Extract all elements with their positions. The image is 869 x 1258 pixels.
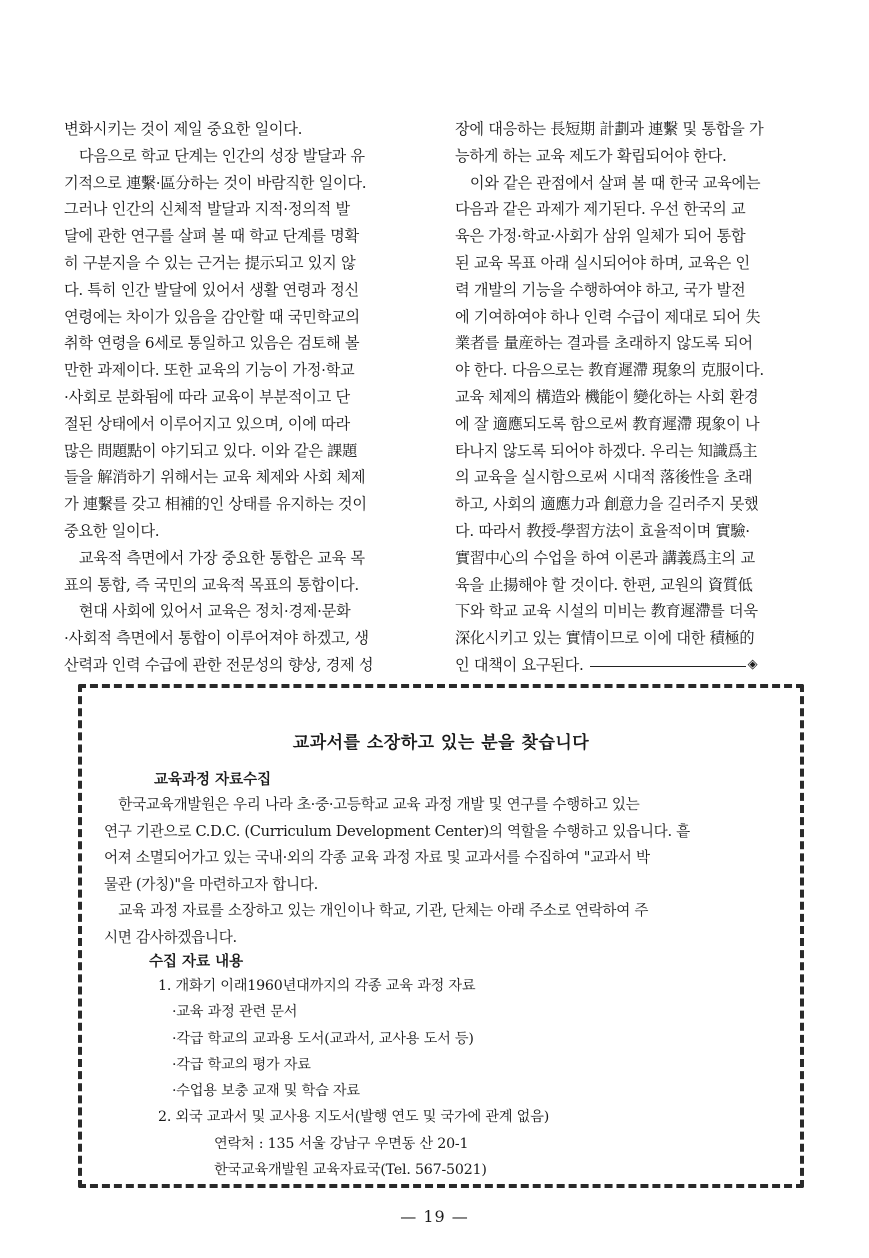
text-line: 다음과 같은 과제가 제기된다. 우선 한국의 교 xyxy=(455,200,746,219)
text-line: 下와 학교 교육 시설의 미비는 教育遲滯를 더욱 xyxy=(455,602,758,621)
text-line: 야 한다. 다음으로는 教育遲滯 現象의 克服이다. xyxy=(455,361,764,380)
text-line: 히 구분지을 수 있는 근거는 提示되고 있지 않 xyxy=(64,253,356,272)
list-item: ·교육 과정 관련 문서 xyxy=(158,1004,298,1021)
text-line: 육은 가정·학교·사회가 삼위 일체가 되어 통합 xyxy=(455,227,746,246)
text-line: 들을 解消하기 위해서는 교육 체제와 사회 체제 xyxy=(64,468,366,487)
text-line: 표의 통합, 즉 국민의 교육적 목표의 통합이다. xyxy=(64,575,359,594)
text-line: 중요한 일이다. xyxy=(64,521,160,540)
text-line: ·사회로 분화됨에 따라 교육이 부분적이고 단 xyxy=(64,387,350,406)
notice-line: 물관 (가칭)"을 마련하고자 합니다. xyxy=(104,875,318,893)
list-item: ·수업용 보충 교재 및 학습 자료 xyxy=(158,1083,360,1100)
text-line: 많은 問題點이 야기되고 있다. 이와 같은 課題 xyxy=(64,441,357,460)
text-line: 에 기여하여야 하나 인력 수급이 제대로 되어 失 xyxy=(455,307,761,326)
text-line-last-text: 인 대책이 요구된다. xyxy=(455,655,584,674)
text-line: 다. 특히 인간 발달에 있어서 생활 연령과 정신 xyxy=(64,280,359,299)
page-number: — 19 — xyxy=(400,1207,469,1226)
text-line: ·사회적 측면에서 통합이 이루어져야 하겠고, 생 xyxy=(64,629,369,648)
notice-line: 한국교육개발원은 우리 나라 초·중·고등학교 교육 과정 개발 및 연구를 수행하고 있는 xyxy=(104,796,640,813)
text-line: 다음으로 학교 단계는 인간의 성장 발달과 유 xyxy=(64,146,365,165)
text-line: 에 잘 適應되도록 함으로써 教育遲滯 現象이 나 xyxy=(455,414,760,433)
text-line: 타나지 않도록 되어야 하겠다. 우리는 知識爲主 xyxy=(455,441,758,460)
text-line: 하고, 사회의 適應力과 創意力을 길러주지 못했 xyxy=(455,495,759,514)
list-item: ·각급 학교의 교과용 도서(교과서, 교사용 도서 등) xyxy=(158,1030,474,1047)
text-line: 다. 따라서 教授-學習方法이 효율적이며 實驗· xyxy=(455,521,750,540)
list-item: 2. 외국 교과서 및 교사용 지도서(발행 연도 및 국가에 관계 없음) xyxy=(158,1109,550,1126)
list-item: 한국교육개발원 교육자료국(Tel. 567-5021) xyxy=(158,1162,487,1179)
text-line: 취학 연령을 6세로 통일하고 있음은 검토해 볼 xyxy=(64,334,360,353)
text-line: 그러나 인간의 신체적 발달과 지적·정의적 발 xyxy=(64,200,350,219)
text-line: 달에 관한 연구를 살펴 볼 때 학교 단계를 명확 xyxy=(64,227,359,246)
list-item: 연락처 : 135 서울 강남구 우면동 산 20-1 xyxy=(158,1135,469,1152)
list-item: 1. 개화기 이래1960년대까지의 각종 교육 과정 자료 xyxy=(158,978,476,994)
notice-line: 연구 기관으로 C.D.C. (Curriculum Development Center)의 역할을 수행하고 있읍니다. 흩 xyxy=(104,822,690,840)
text-line: 육을 止揚해야 할 것이다. 한편, 교원의 資質低 xyxy=(455,575,753,594)
text-line: 實習中心의 수업을 하여 이론과 講義爲主의 교 xyxy=(455,548,755,567)
text-line: 절된 상태에서 이루어지고 있으며, 이에 따라 xyxy=(64,414,350,433)
text-line: 이와 같은 관점에서 살펴 볼 때 한국 교육에는 xyxy=(455,173,761,192)
text-line: 력 개발의 기능을 수행하여야 하고, 국가 발전 xyxy=(455,280,746,299)
text-line: 기적으로 連繫·區分하는 것이 바람직한 일이다. xyxy=(64,173,367,192)
text-line: 현대 사회에 있어서 교육은 정치·경제·문화 xyxy=(64,602,351,621)
notice-line: 교육 과정 자료를 소장하고 있는 개인이나 학교, 기관, 단체는 아래 주소로 연락하여 주 xyxy=(104,902,649,919)
text-line-last xyxy=(455,652,815,679)
text-line: 산력과 인력 수급에 관한 전문성의 향상, 경제 성 xyxy=(64,655,374,674)
text-line: 능하게 하는 교육 제도가 확립되어야 한다. xyxy=(455,146,727,165)
text-line: 된 교육 목표 아래 실시되어야 하며, 교육은 인 xyxy=(455,253,750,272)
text-line: 深化시키고 있는 實情이므로 이에 대한 積極的 xyxy=(455,629,755,648)
notice-subtitle: 교육과정 자료수집 xyxy=(154,772,272,788)
collection-list xyxy=(158,973,778,1183)
notice-title: 교과서를 소장하고 있는 분을 찾습니다 xyxy=(292,733,590,753)
text-line: 만한 과제이다. 또한 교육의 기능이 가정·학교 xyxy=(64,361,355,380)
list-item: ·각급 학교의 평가 자료 xyxy=(158,1056,311,1073)
notice-line: 어져 소멸되어가고 있는 국내·외의 각종 교육 과정 자료 및 교과서를 수집하여 "교과서 박 xyxy=(104,849,650,866)
notice-box xyxy=(78,684,804,1188)
text-line: 변화시키는 것이 제일 중요한 일이다. xyxy=(64,120,303,138)
text-line: 의 교육을 실시함으로써 시대적 落後性을 초래 xyxy=(455,468,753,487)
notice-body xyxy=(104,792,784,951)
text-line: 장에 대응하는 長短期 計劃과 連繫 및 통합을 가 xyxy=(455,120,764,138)
notice-line: 시면 감사하겠읍니다. xyxy=(104,928,237,946)
text-line: 연령에는 차이가 있음을 감안할 때 국민학교의 xyxy=(64,307,360,326)
text-line: 교육 체제의 構造와 機能이 變化하는 사회 환경 xyxy=(455,387,759,406)
text-line: 가 連繫를 갖고 相補的인 상태를 유지하는 것이 xyxy=(64,495,367,514)
text-line: 교육적 측면에서 가장 중요한 통합은 교육 목 xyxy=(64,548,365,567)
text-line: 業者를 量産하는 결과를 초래하지 않도록 되어 xyxy=(455,334,753,353)
right-column xyxy=(455,116,815,679)
end-mark-icon: ◈ xyxy=(590,659,760,673)
left-column xyxy=(64,116,424,679)
collection-heading: 수집 자료 내용 xyxy=(149,954,244,970)
